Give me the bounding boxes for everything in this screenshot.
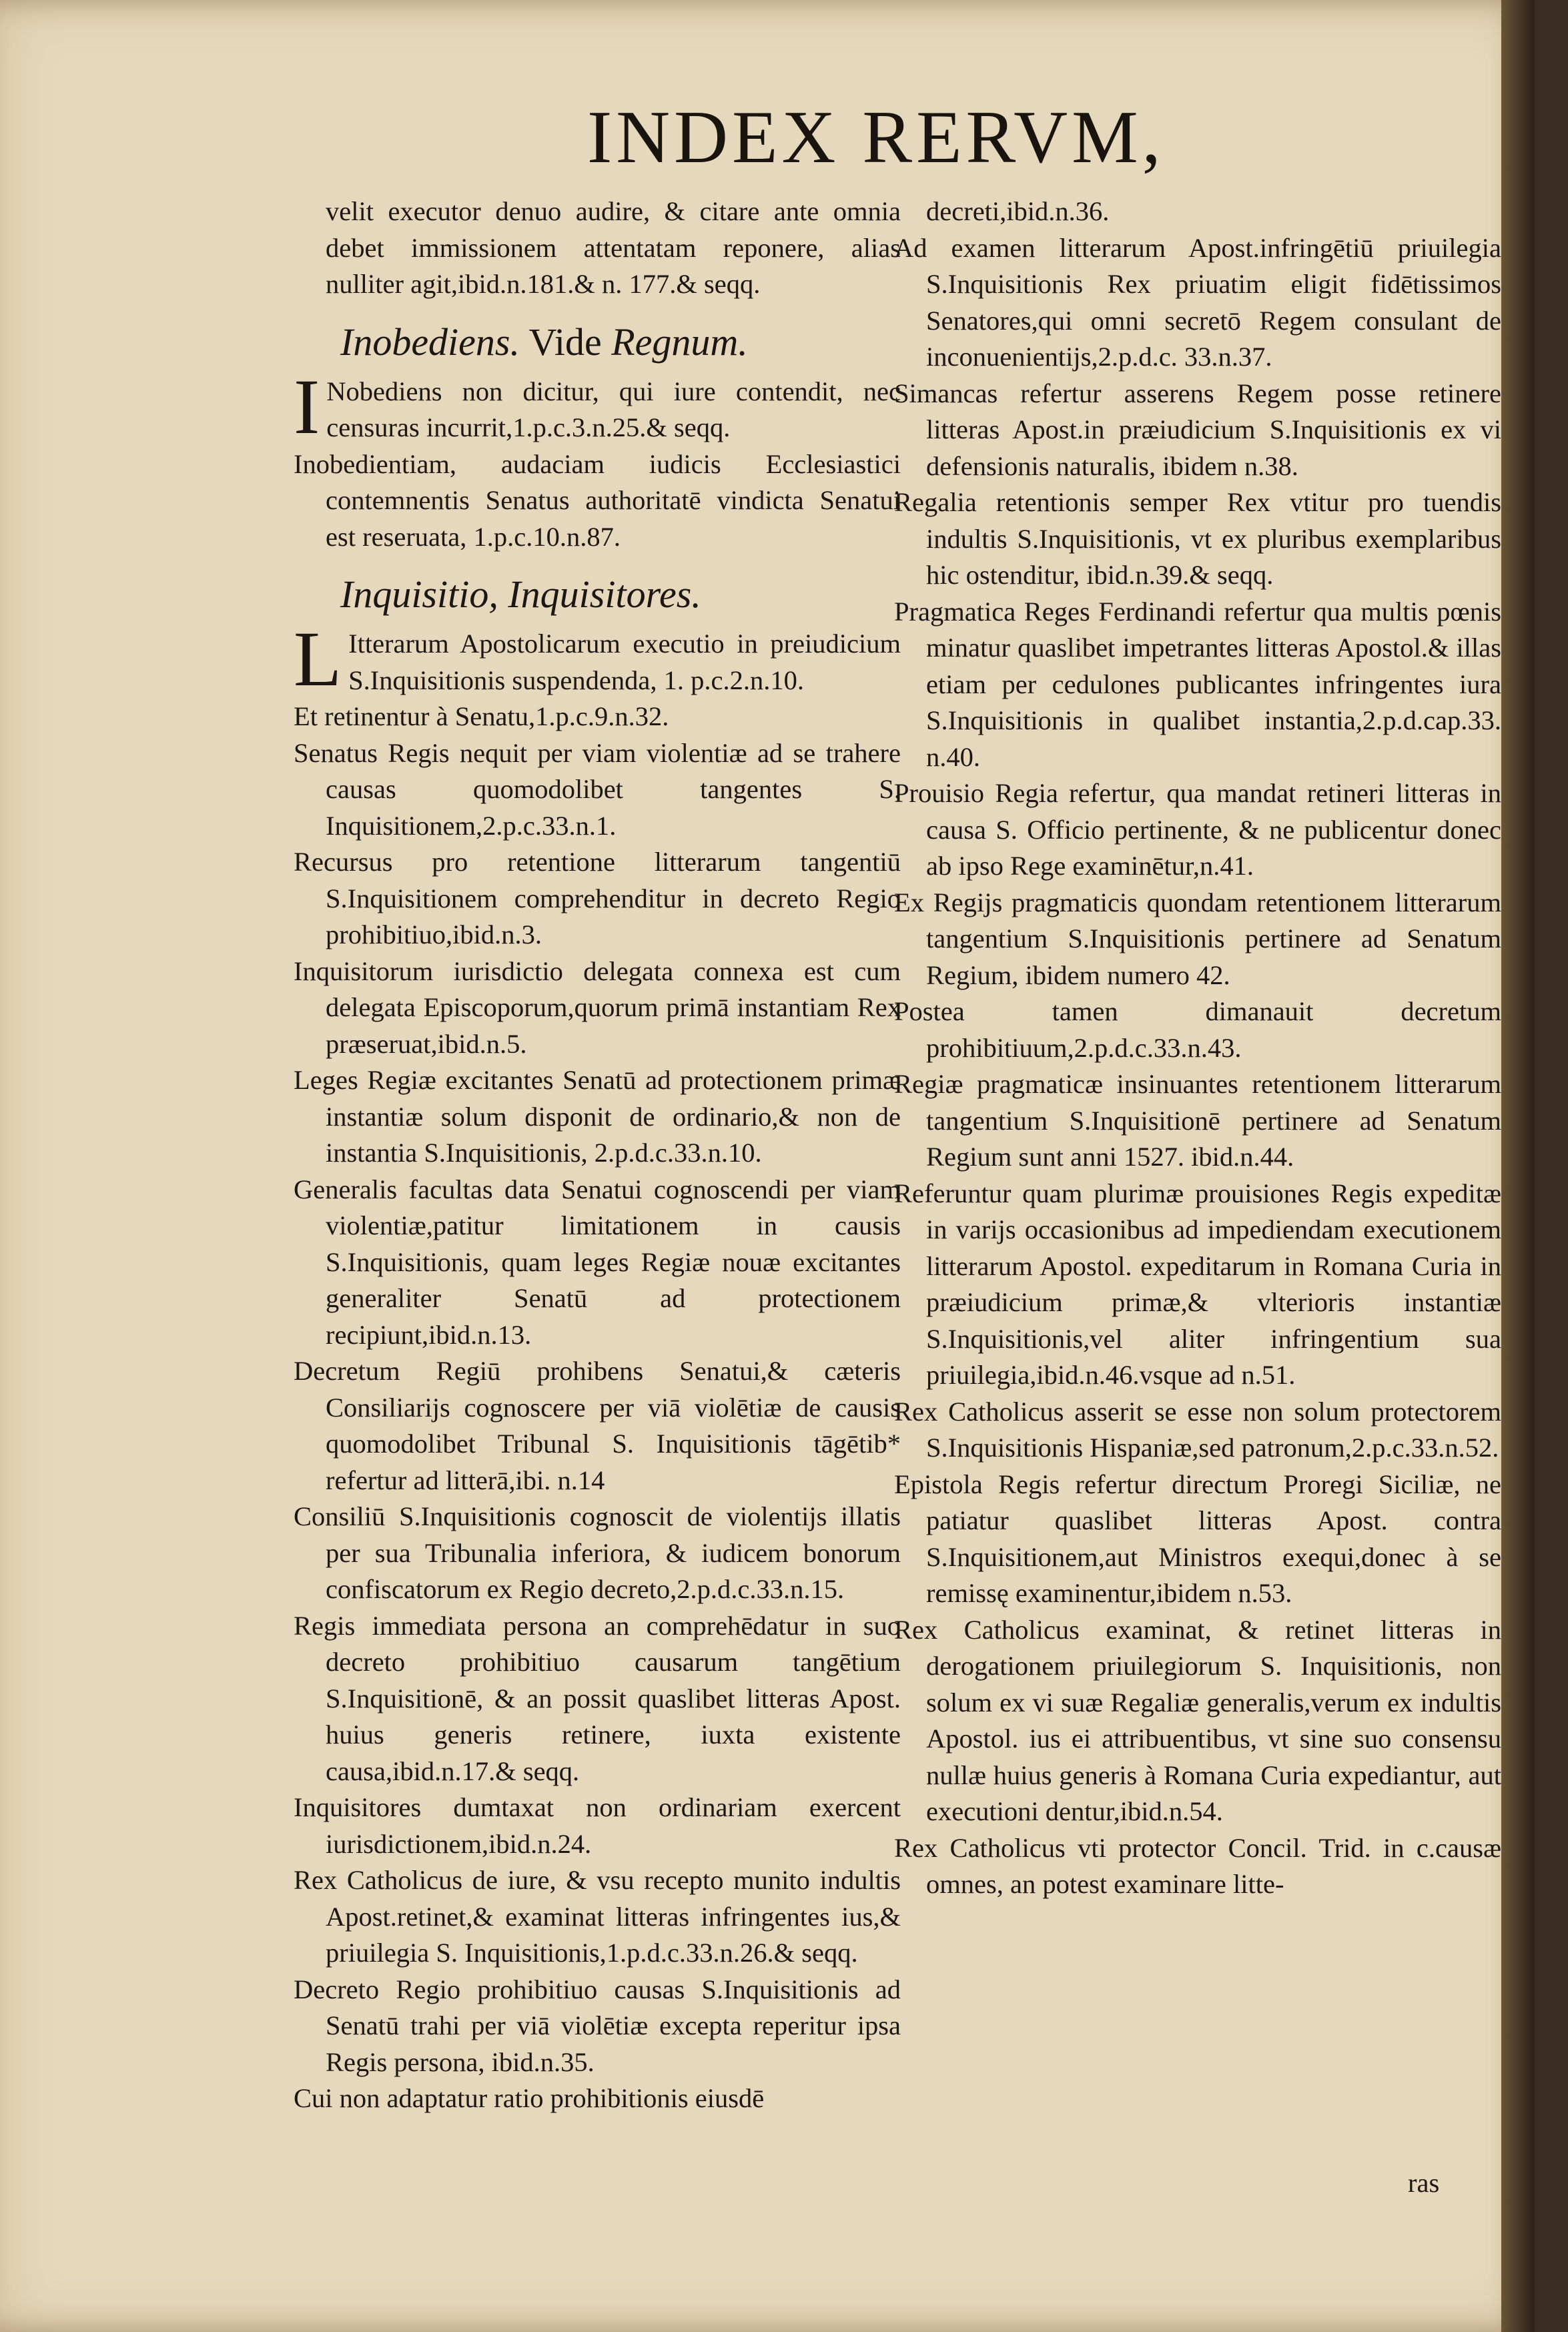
section-heading-inobediens — [294, 320, 901, 364]
index-entry-first — [294, 362, 901, 450]
index-entry: Regis immediata persona an comprehēdatur in suo decreto prohibitiuo causarum tangētium S.Inquisitionē, & an possit quaslibet litteras Apost. huius generis retinere, iuxta existente causa,ibid.n.17.& seqq. — [294, 1610, 901, 1786]
drop-capital: I — [294, 362, 320, 450]
index-entry: Inquisitorum iurisdictio delegata connexa est cum delegata Episcoporum,quorum primā instantiam Rex præseruat,ibid.n.5. — [294, 955, 901, 1059]
entry-text: Itterarum Apostolicarum executio in preiudicium S.Inquisitionis suspendenda, 1. p.c.2.n.10. — [348, 629, 901, 695]
index-entry: Regiæ pragmaticæ insinuantes retentionem litterarum tangentium S.Inquisitionē pertinere ad Senatum Regium sunt anni 1527. ibid.n.44. — [894, 1069, 1501, 1172]
index-entry: Epistola Regis refertur directum Proregi Siciliæ, ne patiatur quaslibet litteras Apost. contra S.Inquisitionem,aut Ministros exequi,donec à se remissę examinentur,ibidem n.53. — [894, 1469, 1501, 1608]
index-entry: Ad examen litterarum Apost.infringētiū priuilegia S.Inquisitionis Rex priuatim eligit fidētissimos Senatores,qui omni secretō Regem consulant de inconuenientijs,2.p.d.c. 33.n.37. — [894, 232, 1501, 372]
section-heading-inquisitio — [294, 572, 901, 617]
drop-capital: L — [294, 615, 342, 703]
catchword: ras — [1408, 2168, 1440, 2198]
index-entry: Rex Catholicus de iure, & vsu recepto munito indultis Apost.retinet,& examinat litteras infringentes ius,& priuilegia S. Inquisitionis,1.p.d.c.33.n.26.& seqq. — [294, 1865, 901, 1968]
index-entry: Simancas refertur asserens Regem posse retinere litteras Apost.in præiudicium S.Inquisitionis ex vi defensionis naturalis, ibidem n.38. — [894, 378, 1501, 481]
index-entry: Prouisio Regia refertur, qua mandat retineri litteras in causa S. Officio pertinente, & ne publicentur donec ab ipso Rege examinētur,n.41. — [894, 778, 1501, 881]
index-entry-first — [294, 615, 901, 703]
index-entry: Regalia retentionis semper Rex vtitur pro tuendis indultis S.Inquisitionis, vt ex pluribus exemplaribus hic ostenditur, ibid.n.39.& seqq. — [894, 487, 1501, 590]
index-entry: Cui non adaptatur ratio prohibitionis eiusdē — [294, 2083, 765, 2113]
index-entry: Ex Regijs pragmaticis quondam retentionem litterarum tangentium S.Inquisitionis pertinere ad Senatum Regium, ibidem numero 42. — [894, 887, 1501, 990]
index-entry: Postea tamen dimanauit decretum prohibitiuum,2.p.d.c.33.n.43. — [894, 996, 1501, 1063]
index-entry: Decreto Regio prohibitiuo causas S.Inquisitionis ad Senatū trahi per viā violētiæ excepta reperitur ipsa Regis persona, ibid.n.35. — [294, 1974, 901, 2077]
index-entry: Rex Catholicus asserit se esse non solum protectorem S.Inquisitionis Hispaniæ,sed patronum,2.p.c.33.n.52. — [894, 1396, 1501, 1463]
index-entry: Pragmatica Reges Ferdinandi refertur qua multis pœnis minatur quaslibet impetrantes litteras Apostol.& illas etiam per cedulones publicantes infringentes iura S.Inquisitionis in qualibet instantia,2.p.d.cap.33. n.40. — [894, 596, 1501, 772]
index-entry: Referuntur quam plurimæ prouisiones Regis expeditæ in varijs occasionibus ad impediendam executionem litterarum Apostol. expeditarum in Romana Curia in præiudicium primæ,& vlterioris instantiæ S.Inquisitionis,vel aliter infringentium sua priuilegia,ibid.n.46.vsque ad n.51. — [894, 1178, 1501, 1390]
index-entry: Rex Catholicus examinat, & retinet litteras in derogationem priuilegiorum S. Inquisitionis, non solum ex vi suæ Regaliæ generalis,verum ex indultis Apostol. ius ei attribuentibus, vt sine suo consensu nullæ huius generis à Romana Curia expediantur, aut executioni dentur,ibid.n.54. — [894, 1614, 1501, 1826]
entry-text: Nobediens non dicitur, qui iure contendit, nec censuras incurrit,1.p.c.3.n.25.& seqq. — [326, 376, 901, 442]
index-entry: Consiliū S.Inquisitionis cognoscit de violentijs illatis per sua Tribunalia inferiora, & iudicem bonorum confiscatorum ex Regio decreto,2.p.d.c.33.n.15. — [294, 1501, 901, 1604]
heading-vide: Vide — [520, 320, 612, 364]
index-entry: Et retinentur à Senatu,1.p.c.9.n.32. — [294, 701, 669, 731]
index-entry: Inobedientiam, audaciam iudicis Ecclesiastici contemnentis Senatus authoritatē vindicta Senatui est reseruata, 1.p.c.10.n.87. — [294, 448, 901, 552]
right-column — [894, 193, 1501, 1903]
heading-reference: Regnum. — [611, 320, 748, 364]
index-entry: Leges Regiæ excitantes Senatū ad protectionem primæ instantiæ solum disponit de ordinario,& non de instantia S.Inquisitionis, 2.p.d.c.33.n.10. — [294, 1065, 901, 1168]
page-gutter-shadow — [1501, 0, 1535, 2332]
index-entry: Inquisitores dumtaxat non ordinariam exercent iurisdictionem,ibid.n.24. — [294, 1792, 901, 1859]
left-column — [294, 193, 901, 2117]
heading-term: Inobediens. — [340, 320, 520, 364]
index-entry: Senatus Regis nequit per viam violentiæ ad se trahere causas quomodolibet tangentes S. Inquisitionem,2.p.c.33.n.1. — [294, 737, 901, 841]
index-entry: Decretum Regiū prohibens Senatui,& cæteris Consiliarijs cognoscere per viā violētiæ de causis quomodolibet Tribunal S. Inquisitionis tāgētib* refertur ad litterā,ibi. n.14 — [294, 1356, 901, 1495]
index-entry: Recursus pro retentione litterarum tangentiū S.Inquisitionem comprehenditur in decreto Regio prohibitiuo,ibid.n.3. — [294, 847, 901, 949]
index-entry: Rex Catholicus vti protector Concil. Trid. in c.causæ omnes, an potest examinare litte- — [894, 1832, 1501, 1899]
index-entry: decreti,ibid.n.36. — [926, 196, 1110, 226]
running-title: INDEX RERVM, — [587, 96, 1165, 179]
index-entry: velit executor denuo audire, & citare ante omnia debet immissionem attentatam reponere, alias nulliter agit,ibid.n.181.& n. 177.& seqq. — [326, 196, 901, 299]
index-entry: Generalis facultas data Senatui cognoscendi per viam violentiæ,patitur limitationem in causis S.Inquisitionis, quam leges Regiæ nouæ excitantes generaliter Senatū ad protectionem recipiunt,ibid.n.13. — [294, 1174, 901, 1350]
heading-term: Inquisitio, Inquisitores. — [340, 572, 701, 616]
